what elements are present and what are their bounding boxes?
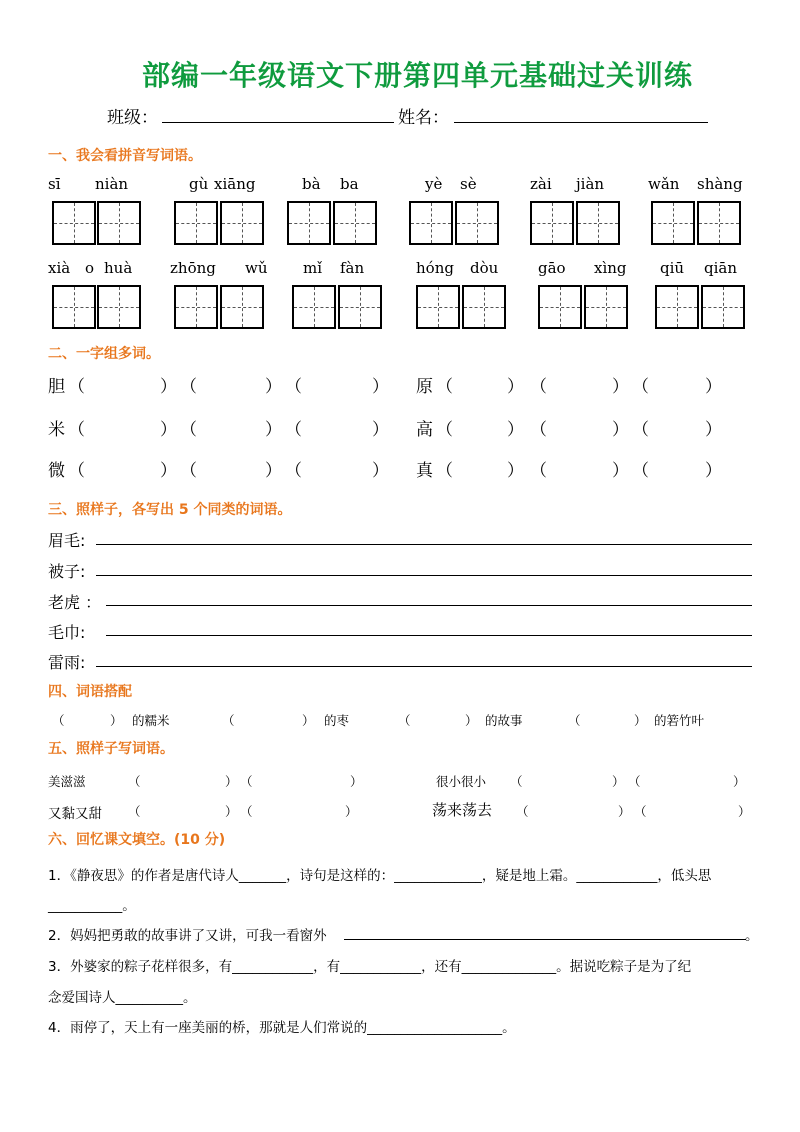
paren-close[interactable]: ）: [618, 804, 631, 819]
class-label: 班级：: [107, 108, 158, 128]
paren-open[interactable]: （: [128, 804, 141, 819]
paren-close[interactable]: ）: [160, 377, 177, 397]
writing-box[interactable]: [333, 201, 377, 245]
name-field[interactable]: [454, 121, 708, 123]
category-label: 老虎 ：: [48, 593, 102, 612]
pinyin: hóng: [416, 259, 454, 277]
pinyin: mǐ: [303, 259, 323, 277]
pinyin: gù: [189, 175, 209, 193]
paren-open[interactable]: （: [180, 461, 197, 481]
paren-open[interactable]: （: [285, 420, 302, 440]
zuci-char: 胆: [48, 377, 65, 397]
category-label: 雷雨:: [48, 653, 86, 672]
example-word: 又黏又甜: [48, 806, 102, 822]
paren-close[interactable]: ）: [225, 774, 238, 789]
zuci-char: 原: [416, 377, 433, 397]
question-3-line-1: 3．外婆家的粽子花样很多，有____________，有____________，还有______________。据说吃粽子是为了纪: [48, 959, 692, 975]
zuci-char: 高: [416, 420, 433, 440]
question-1-line-2: ___________。: [48, 898, 136, 914]
paren-open[interactable]: （: [68, 461, 85, 481]
paren-close[interactable]: ）: [265, 420, 282, 440]
example-word: 美滋滋: [48, 774, 86, 789]
example-word: 很小很小: [436, 774, 487, 789]
paren-open[interactable]: （: [632, 461, 649, 481]
answer-line[interactable]: [96, 665, 752, 667]
paren-close[interactable]: ）: [507, 377, 524, 397]
writing-box[interactable]: [220, 201, 264, 245]
paren-close[interactable]: ）: [350, 774, 363, 789]
writing-box[interactable]: [52, 201, 96, 245]
pinyin: xiāng: [214, 175, 256, 193]
paren-close[interactable]: ）: [612, 420, 629, 440]
pinyin: huà: [104, 259, 133, 277]
paren-open[interactable]: （: [436, 461, 453, 481]
section-1-heading: 一、我会看拼音写词语。: [48, 148, 202, 164]
section-2-heading: 二、一字组多词。: [48, 346, 160, 362]
pinyin: sè: [460, 175, 477, 193]
paren-open[interactable]: （: [180, 420, 197, 440]
paren-close[interactable]: ）: [225, 804, 238, 819]
writing-box[interactable]: [416, 285, 460, 329]
matching-item: 的糯米: [132, 713, 170, 728]
matching-item: 的枣: [324, 713, 350, 728]
paren-open[interactable]: （: [180, 377, 197, 397]
paren-close[interactable]: ）: [634, 713, 647, 728]
example-word: 荡来荡去: [432, 801, 493, 819]
paren-close[interactable]: ）: [345, 804, 358, 819]
pinyin: shàng: [697, 175, 743, 193]
pinyin: ba: [340, 175, 359, 193]
zuci-char: 微: [48, 461, 65, 481]
paren-close[interactable]: ）: [265, 377, 282, 397]
pinyin: sī: [48, 175, 61, 193]
paren-close[interactable]: ）: [705, 377, 722, 397]
paren-close[interactable]: ）: [705, 461, 722, 481]
paren-open[interactable]: （: [436, 420, 453, 440]
paren-close[interactable]: ）: [160, 461, 177, 481]
paren-close[interactable]: ）: [738, 804, 751, 819]
paren-open[interactable]: （: [222, 713, 235, 728]
pinyin: niàn: [95, 175, 129, 193]
name-label: 姓名：: [398, 108, 449, 128]
question-2-end: 。: [745, 928, 759, 944]
paren-close[interactable]: ）: [507, 420, 524, 440]
pinyin: qiān: [704, 259, 738, 277]
pinyin: bà: [302, 175, 321, 193]
category-label: 眉毛:: [48, 531, 86, 550]
matching-item: 的故事: [485, 713, 523, 728]
paren-open[interactable]: （: [68, 420, 85, 440]
paren-open[interactable]: （: [634, 804, 647, 819]
pinyin: qiū: [660, 259, 685, 277]
section-3-heading: 三、照样子，各写出 5 个同类的词语。: [48, 502, 292, 518]
paren-close[interactable]: ）: [372, 461, 389, 481]
paren-open[interactable]: （: [285, 461, 302, 481]
writing-box[interactable]: [697, 201, 741, 245]
paren-open[interactable]: （: [632, 377, 649, 397]
paren-open[interactable]: （: [516, 804, 529, 819]
paren-close[interactable]: ）: [612, 377, 629, 397]
writing-box[interactable]: [538, 285, 582, 329]
paren-open[interactable]: （: [52, 713, 65, 728]
pinyin: wǎn: [648, 175, 680, 193]
paren-open[interactable]: （: [510, 774, 523, 789]
answer-line[interactable]: [96, 543, 752, 545]
paren-close[interactable]: ）: [612, 774, 625, 789]
writing-box[interactable]: [584, 285, 628, 329]
pinyin: xià: [48, 259, 71, 277]
answer-line[interactable]: [96, 574, 752, 576]
paren-close[interactable]: ）: [507, 461, 524, 481]
writing-box[interactable]: [292, 285, 336, 329]
paren-open[interactable]: （: [530, 461, 547, 481]
paren-open[interactable]: （: [128, 774, 141, 789]
writing-box[interactable]: [287, 201, 331, 245]
paren-open[interactable]: （: [68, 377, 85, 397]
paren-open[interactable]: （: [285, 377, 302, 397]
paren-close[interactable]: ）: [302, 713, 315, 728]
paren-open[interactable]: （: [628, 774, 641, 789]
paren-close[interactable]: ）: [110, 713, 123, 728]
paren-open[interactable]: （: [398, 713, 411, 728]
paren-open[interactable]: （: [240, 774, 253, 789]
pinyin: zài: [530, 175, 552, 193]
pinyin: jiàn: [576, 175, 605, 193]
paren-close[interactable]: ）: [733, 774, 746, 789]
paren-close[interactable]: ）: [372, 377, 389, 397]
question-1-line-1: 1．《静夜思》的作者是唐代诗人_______，诗句是这样的：_____________，疑是地上霜。____________，低头思: [48, 868, 712, 884]
paren-open[interactable]: （: [530, 377, 547, 397]
pinyin: gāo: [538, 259, 566, 277]
category-label: 被子:: [48, 562, 86, 581]
writing-box[interactable]: [220, 285, 264, 329]
pinyin: dòu: [470, 259, 499, 277]
page-title: 部编一年级语文下册第四单元基础过关训练: [142, 59, 694, 92]
writing-box[interactable]: [576, 201, 620, 245]
pinyin: fàn: [340, 259, 365, 277]
zuci-char: 米: [48, 420, 65, 440]
pinyin: xìng: [594, 259, 627, 277]
question-3-line-2: 念爱国诗人__________。: [48, 990, 197, 1006]
paren-close[interactable]: ）: [612, 461, 629, 481]
zuci-char: 真: [416, 461, 433, 481]
paren-open[interactable]: （: [632, 420, 649, 440]
writing-box[interactable]: [651, 201, 695, 245]
paren-close[interactable]: ）: [705, 420, 722, 440]
answer-line[interactable]: [344, 938, 746, 940]
writing-box[interactable]: [462, 285, 506, 329]
pinyin: wǔ: [245, 259, 268, 277]
pinyin: yè: [425, 175, 443, 193]
section-4-heading: 四、词语搭配: [48, 684, 132, 700]
writing-box[interactable]: [97, 201, 141, 245]
paren-open[interactable]: （: [436, 377, 453, 397]
answer-line[interactable]: [106, 634, 752, 636]
section-5-heading: 五、照样子写词语。: [48, 741, 174, 757]
writing-box[interactable]: [655, 285, 699, 329]
matching-item: 的箬竹叶: [654, 713, 705, 728]
class-field[interactable]: [162, 121, 394, 123]
question-2: 2．妈妈把勇敢的故事讲了又讲，可我一看窗外: [48, 928, 327, 944]
writing-box[interactable]: [338, 285, 382, 329]
writing-box[interactable]: [52, 285, 96, 329]
answer-line[interactable]: [106, 604, 752, 606]
pinyin: zhōng: [170, 259, 216, 277]
question-4: 4．雨停了，天上有一座美丽的桥，那就是人们常说的____________________。: [48, 1020, 516, 1036]
writing-box[interactable]: [97, 285, 141, 329]
writing-box[interactable]: [701, 285, 745, 329]
section-6-heading: 六、回忆课文填空。(10 分): [48, 832, 226, 848]
pinyin: o: [85, 259, 95, 277]
category-label: 毛巾:: [48, 623, 86, 642]
paren-open[interactable]: （: [568, 713, 581, 728]
paren-close[interactable]: ）: [465, 713, 478, 728]
paren-open[interactable]: （: [530, 420, 547, 440]
paren-close[interactable]: ）: [372, 420, 389, 440]
paren-open[interactable]: （: [240, 804, 253, 819]
writing-box[interactable]: [530, 201, 574, 245]
paren-close[interactable]: ）: [265, 461, 282, 481]
writing-box[interactable]: [174, 201, 218, 245]
writing-box[interactable]: [409, 201, 453, 245]
writing-box[interactable]: [455, 201, 499, 245]
writing-box[interactable]: [174, 285, 218, 329]
paren-close[interactable]: ）: [160, 420, 177, 440]
